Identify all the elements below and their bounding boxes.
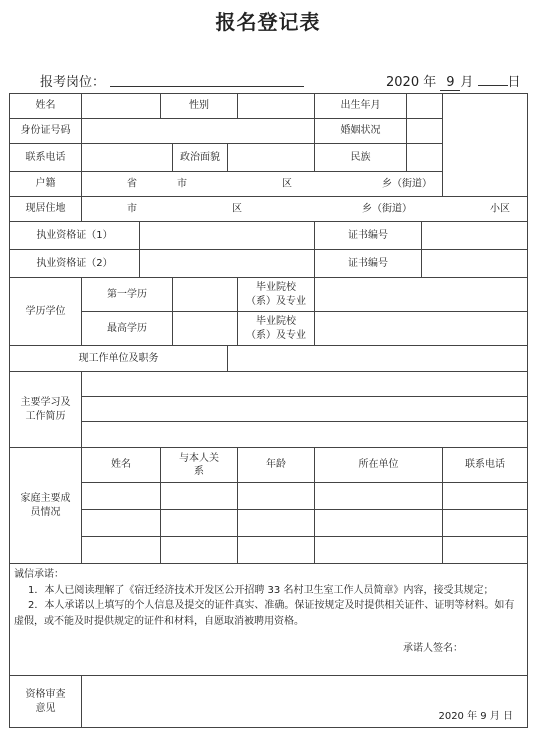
field-edu-first[interactable]: [173, 278, 238, 312]
label-grad-school-1: 毕业院校（系）及专业: [238, 278, 315, 312]
field-resume-3[interactable]: [82, 422, 528, 448]
field-edu-highest[interactable]: [173, 312, 238, 346]
col-family-age: 年龄: [238, 448, 315, 483]
signature-label: 承诺人签名：: [403, 643, 463, 654]
hukou-province: 省: [127, 178, 137, 190]
label-gender: 性别: [161, 94, 238, 119]
field-phone[interactable]: [82, 144, 173, 172]
field-hukou[interactable]: [82, 172, 443, 197]
field-resume-1[interactable]: [82, 372, 528, 397]
header-date: [386, 71, 521, 91]
family-cell[interactable]: [315, 483, 443, 510]
family-cell[interactable]: [161, 510, 238, 537]
col-family-name: 姓名: [82, 448, 161, 483]
registration-table: [9, 93, 528, 728]
date-month-unit: 月: [460, 75, 474, 90]
family-cell[interactable]: [443, 483, 528, 510]
label-current-work: 现工作单位及职务: [10, 346, 228, 372]
family-cell[interactable]: [315, 537, 443, 564]
date-day-unit: 日: [507, 75, 521, 90]
label-grad-school-2: 毕业院校（系）及专业: [238, 312, 315, 346]
label-name: 姓名: [10, 94, 82, 119]
field-review[interactable]: [82, 676, 528, 728]
family-cell[interactable]: [82, 483, 161, 510]
label-edu-highest: 最高学历: [82, 312, 173, 346]
field-id[interactable]: [82, 119, 315, 144]
family-cell[interactable]: [161, 537, 238, 564]
field-residence[interactable]: [82, 197, 528, 222]
field-cert2-no[interactable]: [422, 250, 528, 278]
post-label: 报考岗位：: [40, 75, 106, 90]
pledge-item-1: 1．本人已阅读理解了《宿迁经济技术开发区公开招聘 33 名村卫生室工作人员简章》内容，接受其规定；: [28, 584, 494, 596]
hukou-city: 市: [177, 178, 187, 190]
label-phone: 联系电话: [10, 144, 82, 172]
photo-box[interactable]: [443, 94, 528, 197]
label-edu: 学历学位: [10, 278, 82, 346]
date-month: 9: [440, 75, 460, 91]
residence-district: 区: [232, 203, 242, 215]
family-cell[interactable]: [82, 537, 161, 564]
family-cell[interactable]: [238, 537, 315, 564]
label-cert1: 执业资格证（1）: [10, 222, 140, 250]
label-hukou: 户籍: [10, 172, 82, 197]
page-title: 报名登记表: [215, 10, 321, 34]
field-ethnic[interactable]: [407, 144, 443, 172]
label-marital: 婚姻状况: [315, 119, 407, 144]
field-marital[interactable]: [407, 119, 443, 144]
col-family-relation: 与本人关系: [161, 448, 238, 483]
pledge-section: [10, 564, 528, 676]
family-cell[interactable]: [443, 537, 528, 564]
date-year: 2020 年: [386, 75, 437, 90]
label-birth: 出生年月: [315, 94, 407, 119]
date-day-blank[interactable]: [478, 85, 508, 86]
residence-community: 小区: [490, 203, 510, 215]
field-cert1-no[interactable]: [422, 222, 528, 250]
pledge-title: 诚信承诺：: [14, 569, 64, 580]
label-cert1-no: 证书编号: [315, 222, 422, 250]
residence-town: 乡（街道）: [362, 203, 412, 215]
label-resume: 主要学习及工作简历: [10, 372, 82, 448]
label-political: 政治面貌: [173, 144, 228, 172]
field-birth[interactable]: [407, 94, 443, 119]
col-family-phone: 联系电话: [443, 448, 528, 483]
hukou-district: 区: [282, 178, 292, 190]
label-cert2: 执业资格证（2）: [10, 250, 140, 278]
field-cert2[interactable]: [140, 250, 315, 278]
hukou-town: 乡（街道）: [382, 178, 432, 190]
field-name[interactable]: [82, 94, 161, 119]
label-edu-first: 第一学历: [82, 278, 173, 312]
field-grad-school-1[interactable]: [315, 278, 528, 312]
label-id: 身份证号码: [10, 119, 82, 144]
family-cell[interactable]: [82, 510, 161, 537]
family-cell[interactable]: [238, 483, 315, 510]
label-cert2-no: 证书编号: [315, 250, 422, 278]
field-current-work[interactable]: [228, 346, 528, 372]
family-cell[interactable]: [315, 510, 443, 537]
residence-city: 市: [127, 203, 137, 215]
family-cell[interactable]: [443, 510, 528, 537]
label-review: 资格审查意见: [10, 676, 82, 728]
field-resume-2[interactable]: [82, 397, 528, 422]
field-grad-school-2[interactable]: [315, 312, 528, 346]
field-gender[interactable]: [238, 94, 315, 119]
col-family-unit: 所在单位: [315, 448, 443, 483]
field-cert1[interactable]: [140, 222, 315, 250]
review-date: 2020 年 9 月 日: [438, 710, 513, 722]
pledge-item-2: 2．本人承诺以上填写的个人信息及提交的证件真实、准确。保证按规定及时提供相关证件、证明等材料。如有虚假，或不能及时提供规定的证件和材料，自愿取消被聘用资格。: [14, 600, 515, 627]
label-residence: 现居住地: [10, 197, 82, 222]
family-cell[interactable]: [161, 483, 238, 510]
label-ethnic: 民族: [315, 144, 407, 172]
label-family: 家庭主要成员情况: [10, 448, 82, 564]
field-political[interactable]: [228, 144, 315, 172]
post-input-line[interactable]: [110, 86, 304, 87]
family-cell[interactable]: [238, 510, 315, 537]
